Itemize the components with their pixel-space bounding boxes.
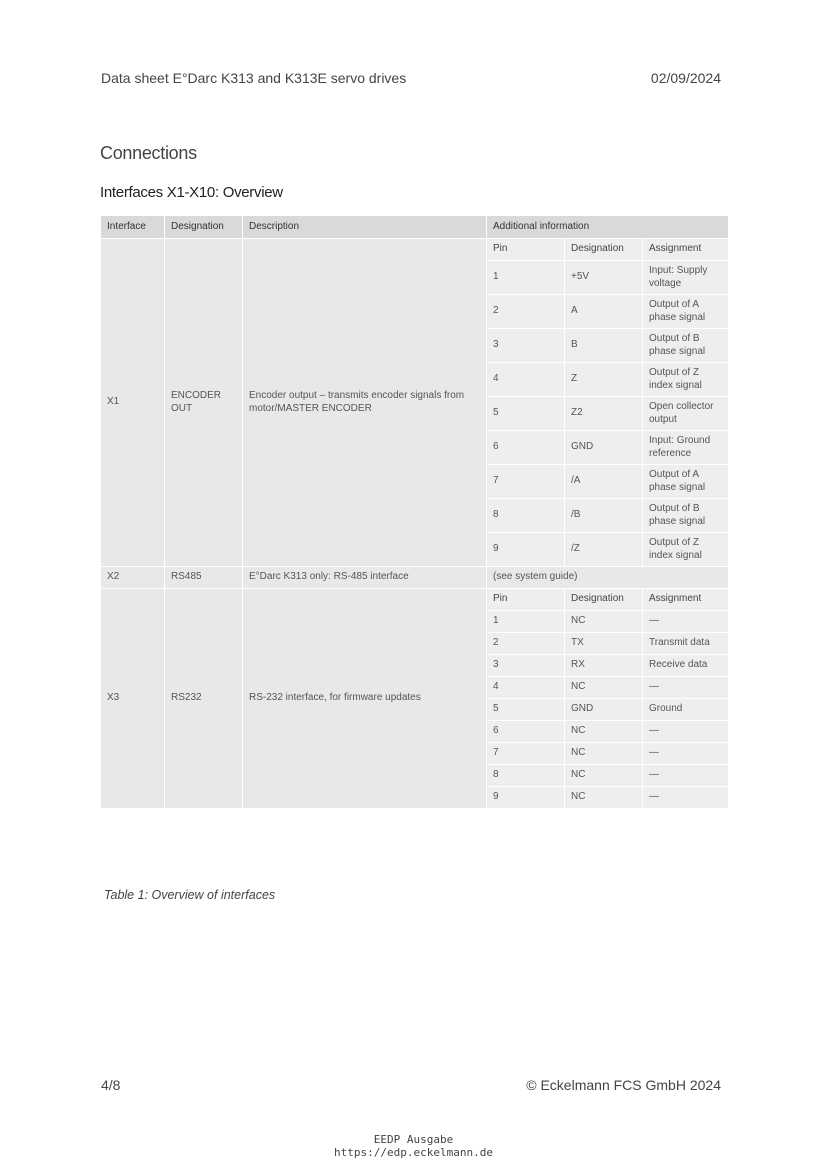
additional-info-cell: (see system guide)	[487, 567, 729, 589]
pin-number: 7	[487, 465, 565, 499]
interfaces-table	[100, 215, 729, 809]
col-header-description: Description	[243, 216, 487, 239]
pin-designation: NC	[565, 787, 643, 809]
pin-assignment-header: Assignment	[643, 589, 729, 611]
pin-assignment: Input: Supply voltage	[643, 261, 729, 295]
pin-number: 6	[487, 721, 565, 743]
edp-stamp	[0, 1133, 827, 1159]
pin-assignment: Output of Z index signal	[643, 533, 729, 567]
designation-cell: RS485	[165, 567, 243, 589]
subsection-title: Interfaces X1-X10: Overview	[100, 184, 283, 201]
pin-number: 7	[487, 743, 565, 765]
pin-assignment: Output of B phase signal	[643, 329, 729, 363]
pin-number: 1	[487, 261, 565, 295]
pin-designation: /B	[565, 499, 643, 533]
pin-designation: RX	[565, 655, 643, 677]
pin-designation: NC	[565, 743, 643, 765]
document-date: 02/09/2024	[650, 70, 721, 86]
interface-cell: X2	[101, 567, 165, 589]
pin-designation: /Z	[565, 533, 643, 567]
pin-number: 4	[487, 677, 565, 699]
pin-designation: /A	[565, 465, 643, 499]
document-title: Data sheet E°Darc K313 and K313E servo drives	[101, 70, 407, 86]
pin-assignment: Input: Ground reference	[643, 431, 729, 465]
pin-assignment: Ground	[643, 699, 729, 721]
pin-assignment: —	[643, 787, 729, 809]
section-title: Connections	[100, 143, 197, 163]
col-header-interface: Interface	[101, 216, 165, 239]
table-header-row	[101, 216, 729, 239]
pin-number: 9	[487, 787, 565, 809]
pin-assignment: Output of A phase signal	[643, 465, 729, 499]
col-header-designation: Designation	[165, 216, 243, 239]
pin-designation: GND	[565, 699, 643, 721]
pin-assignment: —	[643, 721, 729, 743]
description-cell: Encoder output – transmits encoder signals from motor/MASTER ENCODER	[243, 239, 487, 567]
pin-number: 9	[487, 533, 565, 567]
pin-designation: NC	[565, 677, 643, 699]
stamp-url: https://edp.eckelmann.de	[334, 1146, 493, 1159]
pin-designation: Z2	[565, 397, 643, 431]
pin-designation-header: Designation	[565, 589, 643, 611]
pin-number: 8	[487, 499, 565, 533]
pin-assignment: —	[643, 765, 729, 787]
pin-header: Pin	[487, 239, 565, 261]
pin-designation: NC	[565, 611, 643, 633]
interface-cell: X1	[101, 239, 165, 567]
pin-designation: TX	[565, 633, 643, 655]
description-cell: E°Darc K313 only: RS-485 interface	[243, 567, 487, 589]
pin-number: 5	[487, 699, 565, 721]
pin-number: 6	[487, 431, 565, 465]
pin-assignment: Receive data	[643, 655, 729, 677]
pin-designation: B	[565, 329, 643, 363]
pin-assignment: Open collector output	[643, 397, 729, 431]
interface-cell: X3	[101, 589, 165, 809]
pin-assignment: Output of Z index signal	[643, 363, 729, 397]
pin-assignment: —	[643, 611, 729, 633]
pin-assignment: —	[643, 743, 729, 765]
pin-number: 2	[487, 633, 565, 655]
designation-cell: RS232	[165, 589, 243, 809]
designation-cell: ENCODER OUT	[165, 239, 243, 567]
pin-number: 1	[487, 611, 565, 633]
copyright: © Eckelmann FCS GmbH 2024	[526, 1077, 721, 1093]
pin-designation: GND	[565, 431, 643, 465]
pin-number: 3	[487, 329, 565, 363]
pin-designation: NC	[565, 765, 643, 787]
pin-number: 2	[487, 295, 565, 329]
pin-assignment: —	[643, 677, 729, 699]
pin-assignment: Output of B phase signal	[643, 499, 729, 533]
pin-header: Pin	[487, 589, 565, 611]
pin-number: 4	[487, 363, 565, 397]
table-row	[101, 567, 729, 589]
pin-designation: A	[565, 295, 643, 329]
pin-designation-header: Designation	[565, 239, 643, 261]
page-number: 4/8	[101, 1077, 121, 1093]
description-cell: RS-232 interface, for firmware updates	[243, 589, 487, 809]
col-header-additional-information: Additional information	[487, 216, 729, 239]
table-row	[101, 239, 729, 261]
pin-designation: NC	[565, 721, 643, 743]
table-caption: Table 1: Overview of interfaces	[104, 888, 276, 902]
pin-assignment: Output of A phase signal	[643, 295, 729, 329]
pin-number: 5	[487, 397, 565, 431]
pin-assignment-header: Assignment	[643, 239, 729, 261]
stamp-label: EEDP Ausgabe	[373, 1133, 454, 1146]
pin-assignment: Transmit data	[643, 633, 729, 655]
pin-designation: Z	[565, 363, 643, 397]
pin-number: 3	[487, 655, 565, 677]
table-row	[101, 589, 729, 611]
pin-designation: +5V	[565, 261, 643, 295]
pin-number: 8	[487, 765, 565, 787]
